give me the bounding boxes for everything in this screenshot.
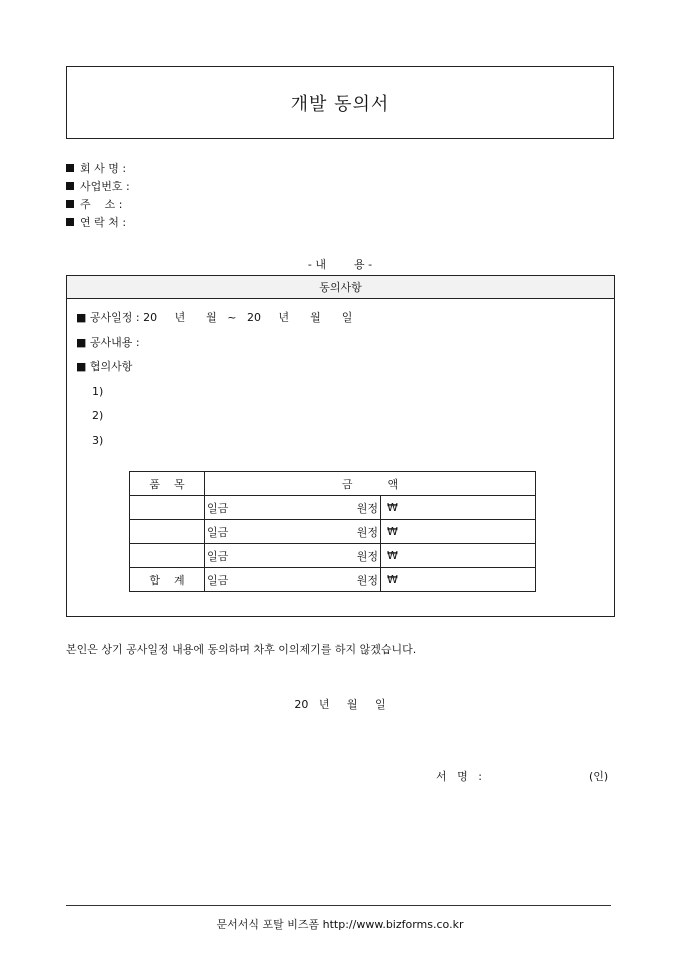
amount-words-cell[interactable]: 일금 원정 — [205, 568, 381, 592]
item-cell[interactable] — [130, 496, 205, 520]
amount-number-cell[interactable]: ₩ — [381, 568, 536, 592]
seal-mark: (인) — [589, 770, 609, 783]
col-item-header: 품 목 — [130, 472, 205, 496]
info-address: 주 소 : — [66, 196, 130, 214]
amount-table — [129, 471, 536, 592]
col-amount-header: 금 액 — [205, 472, 536, 496]
info-contact: 연 락 처 : — [66, 214, 130, 232]
item-cell[interactable] — [130, 520, 205, 544]
table-row — [130, 544, 536, 568]
footer-divider — [66, 905, 611, 906]
amount-words-cell[interactable]: 일금 원정 — [205, 520, 381, 544]
content-heading: - 내 용 - — [307, 258, 373, 271]
total-row — [130, 568, 536, 592]
bullet-square-icon — [66, 218, 74, 226]
bullet-square-icon — [66, 200, 74, 208]
amount-number-cell[interactable]: ₩ — [381, 496, 536, 520]
amount-words-cell[interactable]: 일금 원정 — [205, 496, 381, 520]
bullet-square-icon — [66, 182, 74, 190]
pledge-statement: 본인은 상기 공사일정 내용에 동의하며 차후 이의제기를 하지 않겠습니다. — [66, 643, 417, 656]
sub-item-3: 3) — [92, 433, 104, 447]
table-row — [130, 496, 536, 520]
document-title: 개발 동의서 — [290, 93, 390, 115]
sub-item-2: 2) — [92, 409, 104, 422]
agreement-box — [66, 275, 615, 617]
amount-number-cell[interactable]: ₩ — [381, 544, 536, 568]
consultation-item: ■ 협의사항 — [76, 360, 133, 373]
agreement-items — [76, 306, 352, 453]
item-cell[interactable] — [130, 544, 205, 568]
bullet-square-icon — [66, 164, 74, 172]
table-header-row — [130, 472, 536, 496]
schedule-item: ■ 공사일정 : 20 년 월 ~ 20 년 월 일 — [76, 311, 353, 324]
title-box — [66, 66, 614, 139]
info-business-number: 사업번호 : — [66, 178, 130, 196]
total-label: 합 계 — [130, 568, 205, 592]
work-content-item: ■ 공사내용 : — [76, 335, 140, 349]
signing-date: 20 년 월 일 — [294, 698, 386, 711]
sub-item-1: 1) — [92, 384, 104, 398]
amount-number-cell[interactable]: ₩ — [381, 520, 536, 544]
amount-words-cell[interactable]: 일금 원정 — [205, 544, 381, 568]
agreement-header-label: 동의사항 — [319, 281, 362, 294]
agreement-header — [67, 276, 614, 299]
signature-label: 서 명 : — [436, 770, 482, 783]
footer-text: 문서서식 포탈 비즈폼 http://www.bizforms.co.kr — [216, 918, 464, 931]
company-info — [66, 160, 130, 232]
table-row — [130, 520, 536, 544]
info-company-name: 회 사 명 : — [66, 160, 130, 178]
